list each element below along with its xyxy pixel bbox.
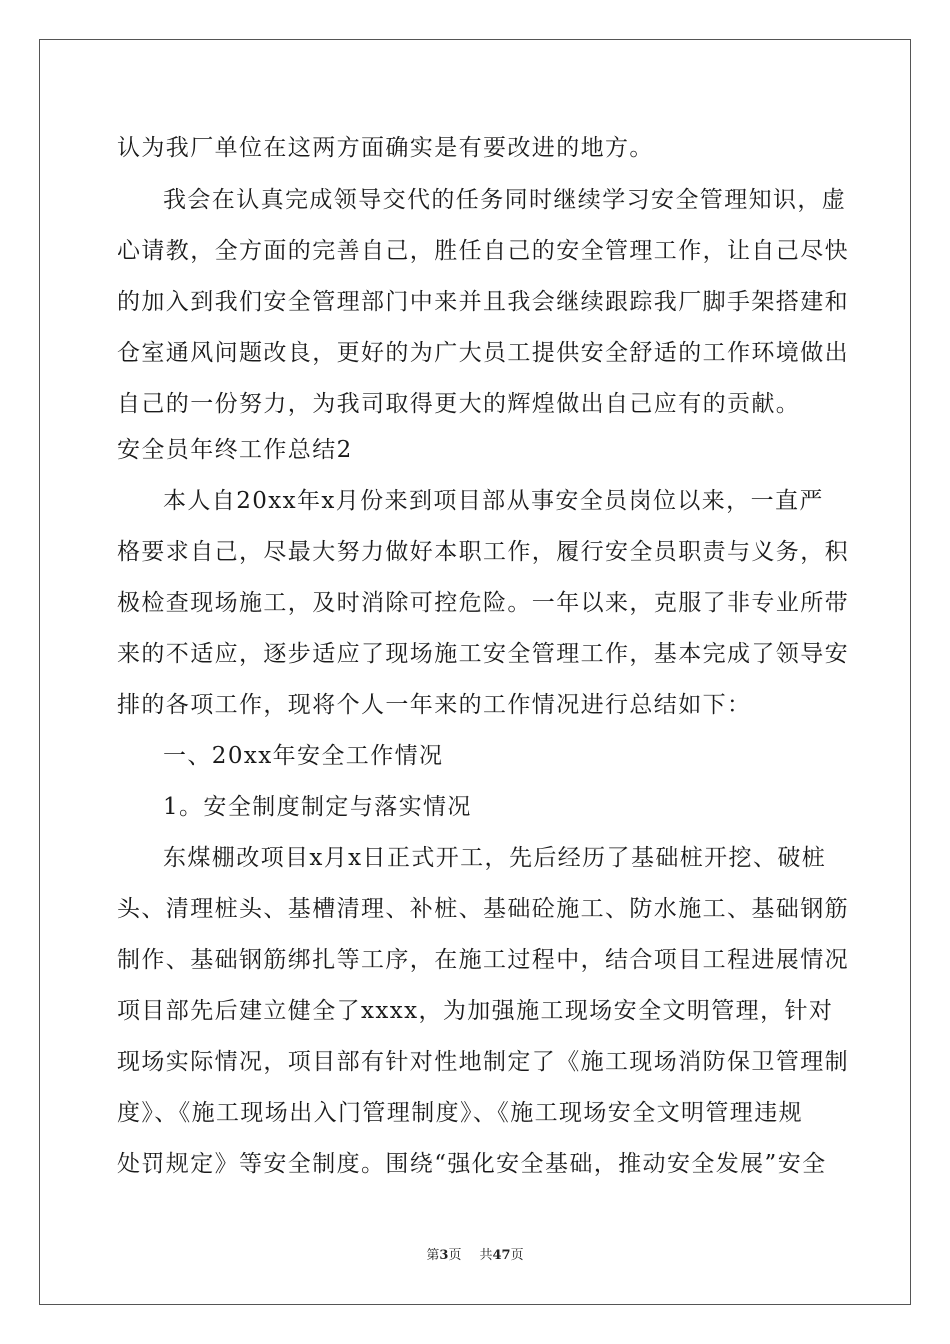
text-line: 头、清理桩头、基槽清理、补桩、基础砼施工、防水施工、基础钢筋 [117,896,849,922]
text-line: 认为我厂单位在这两方面确实是有要改进的地方。 [117,135,654,161]
total-pages: 47 [492,1248,511,1263]
total-prefix: 共 [479,1248,493,1263]
page-footer [0,1246,950,1266]
text-line: 排的各项工作，现将个人一年来的工作情况进行总结如下： [117,692,752,718]
text-line: 度》、《施工现场出入门管理制度》、《施工现场安全文明管理违规 [117,1100,803,1126]
text-line: 本人自20xx年x月份来到项目部从事安全员岗位以来，一直严 [163,488,824,514]
text-line: 仓室通风问题改良，更好的为广大员工提供安全舒适的工作环境做出 [117,340,849,366]
subheading: 1。安全制度制定与落实情况 [163,794,472,820]
text-line: 来的不适应，逐步适应了现场施工安全管理工作，基本完成了领导安 [117,641,849,667]
subheading: 一、20xx年安全工作情况 [163,743,444,769]
text-line: 格要求自己，尽最大努力做好本职工作，履行安全员职责与义务，积 [117,539,849,565]
text-line: 心请教，全方面的完善自己，胜任自己的安全管理工作，让自己尽快 [117,238,849,264]
text-line: 现场实际情况，项目部有针对性地制定了《施工现场消防保卫管理制 [117,1049,849,1075]
page-number: 3 [439,1248,449,1263]
page-prefix: 第 [426,1248,440,1263]
page-suffix: 页 [448,1248,462,1263]
text-line: 处罚规定》等安全制度。围绕“强化安全基础，推动安全发展”安全 [117,1151,827,1177]
text-line: 我会在认真完成领导交代的任务同时继续学习安全管理知识，虚 [163,187,847,213]
text-line: 项目部先后建立健全了xxxx，为加强施工现场安全文明管理，针对 [117,998,834,1024]
text-line: 的加入到我们安全管理部门中来并且我会继续跟踪我厂脚手架搭建和 [117,289,849,315]
section-heading: 安全员年终工作总结2 [117,437,353,463]
total-suffix: 页 [510,1248,524,1263]
text-line: 极检查现场施工，及时消除可控危险。一年以来，克服了非专业所带 [117,590,849,616]
text-line: 东煤棚改项目x月x日正式开工，先后经历了基础桩开挖、破桩 [163,845,827,871]
text-line: 制作、基础钢筋绑扎等工序，在施工过程中，结合项目工程进展情况 [117,947,849,973]
text-line: 自己的一份努力，为我司取得更大的辉煌做出自己应有的贡献。 [117,391,801,417]
